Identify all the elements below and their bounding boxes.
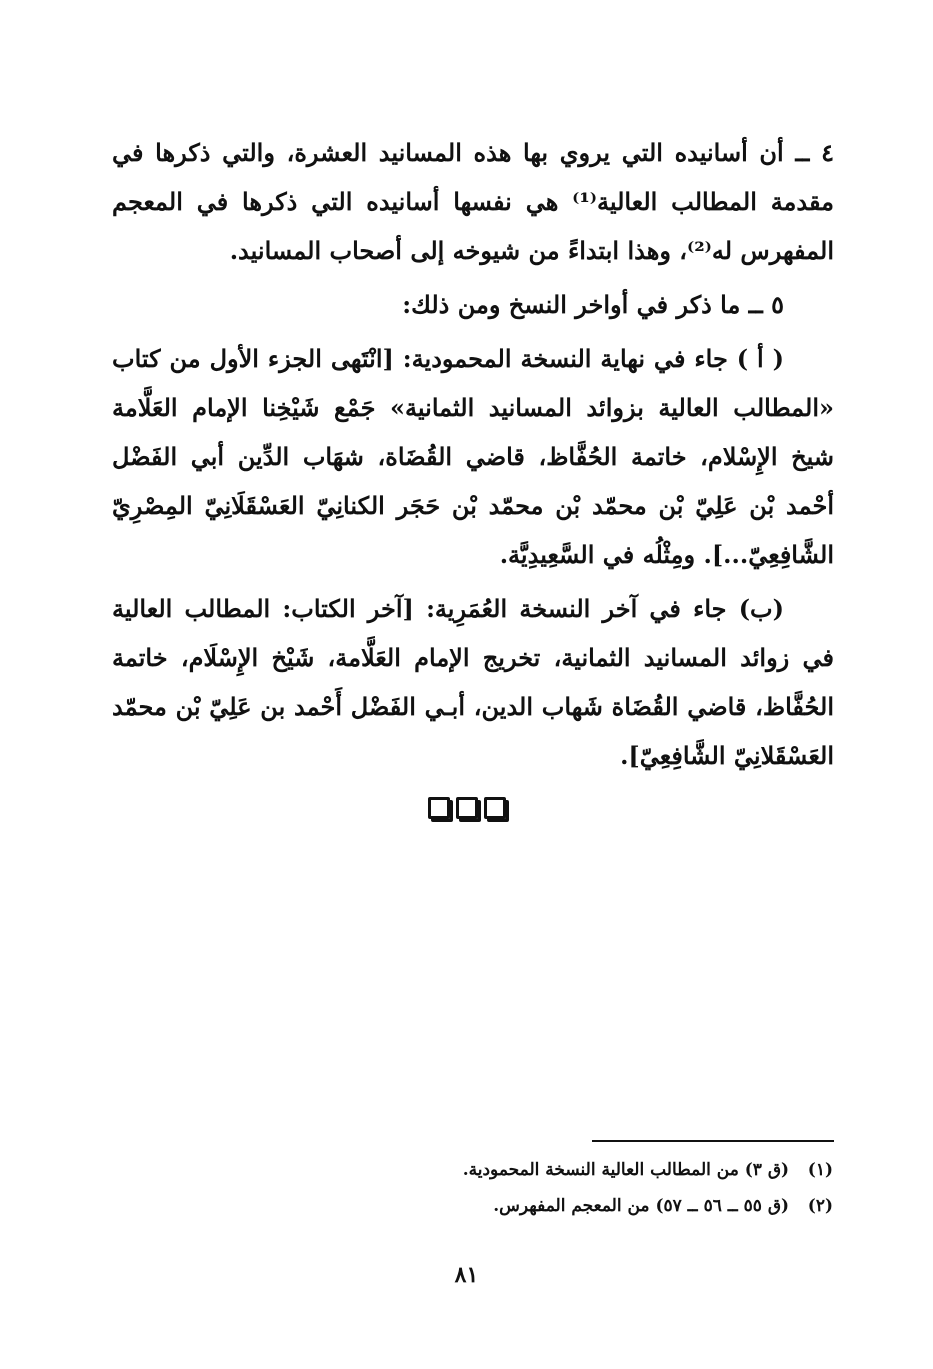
footnote-number: (١) [807,1160,833,1180]
paragraph-item-5b: (ب) جاء في آخر النسخة العُمَرِية: [آخر الكتاب: المطالب العالية في زوائد المسانيد الثمانية، تخريج الإمام العَلَّامة، شَيْخ الإِسْلَام، خاتمة الحُفَّاظ، قاضي القُضَاة شَهاب الدين، أبـي الفَضْل أَحْمد بن عَلِيّ بْن محمّد العَسْقَلانِيّ الشَّافِعِيّ]. [112,594,834,770]
footnote-2 [313,1188,833,1224]
ornament-box-icon [456,797,478,819]
paragraph-item-5: ٥ ــ ما ذكر في أواخر النسخ ومن ذلك: [402,290,784,319]
footnotes [313,1152,833,1224]
footnote-text: (ق ٣) من المطالب العالية النسخة المحمودية. [462,1160,790,1180]
section-end-ornament [0,797,933,819]
ornament-box-icon [484,797,506,819]
main-text-block [112,128,834,780]
paragraph-item-4: ٤ ــ أن أسانيده التي يروي بها هذه المسانيد العشرة، والتي ذكرها في مقدمة المطالب العالية⁽¹⁾ هي نفسها أسانيده التي ذكرها في المعجم المفهرس له⁽²⁾، وهذا ابتداءً من شيوخه إلى أصحاب المسانيد. [112,138,835,265]
paragraph-item-5a: ( أ ) جاء في نهاية النسخة المحمودية: [انْتَهى الجزء الأول من كتاب «المطالب العالية بزوائد المسانيد الثمانية» جَمْع شَيْخِنا الإمام العَلَّامة شيخ الإِسْلام، خاتمة الحُفَّاظ، قاضي القُضَاة، شهَاب الدِّين أبي الفَضْل أحْمد بْن عَلِيّ بْن محمّد بْن محمّد بْن حَجَر الكنانِيّ العَسْقَلَانِيّ المِصْرِيّ الشَّافِعِيّ...]. ومِثْلُه في السَّعِيدِيَّة. [112,344,834,569]
ornament-box-icon [428,797,450,819]
footnote-text: (ق ٥٥ ــ ٥٦ ــ ٥٧) من المعجم المفهرس. [493,1196,790,1216]
page-number: ٨١ [454,1262,479,1288]
footnote-number: (٢) [807,1196,833,1216]
footnote-1 [313,1152,833,1188]
footnote-divider [592,1140,834,1142]
